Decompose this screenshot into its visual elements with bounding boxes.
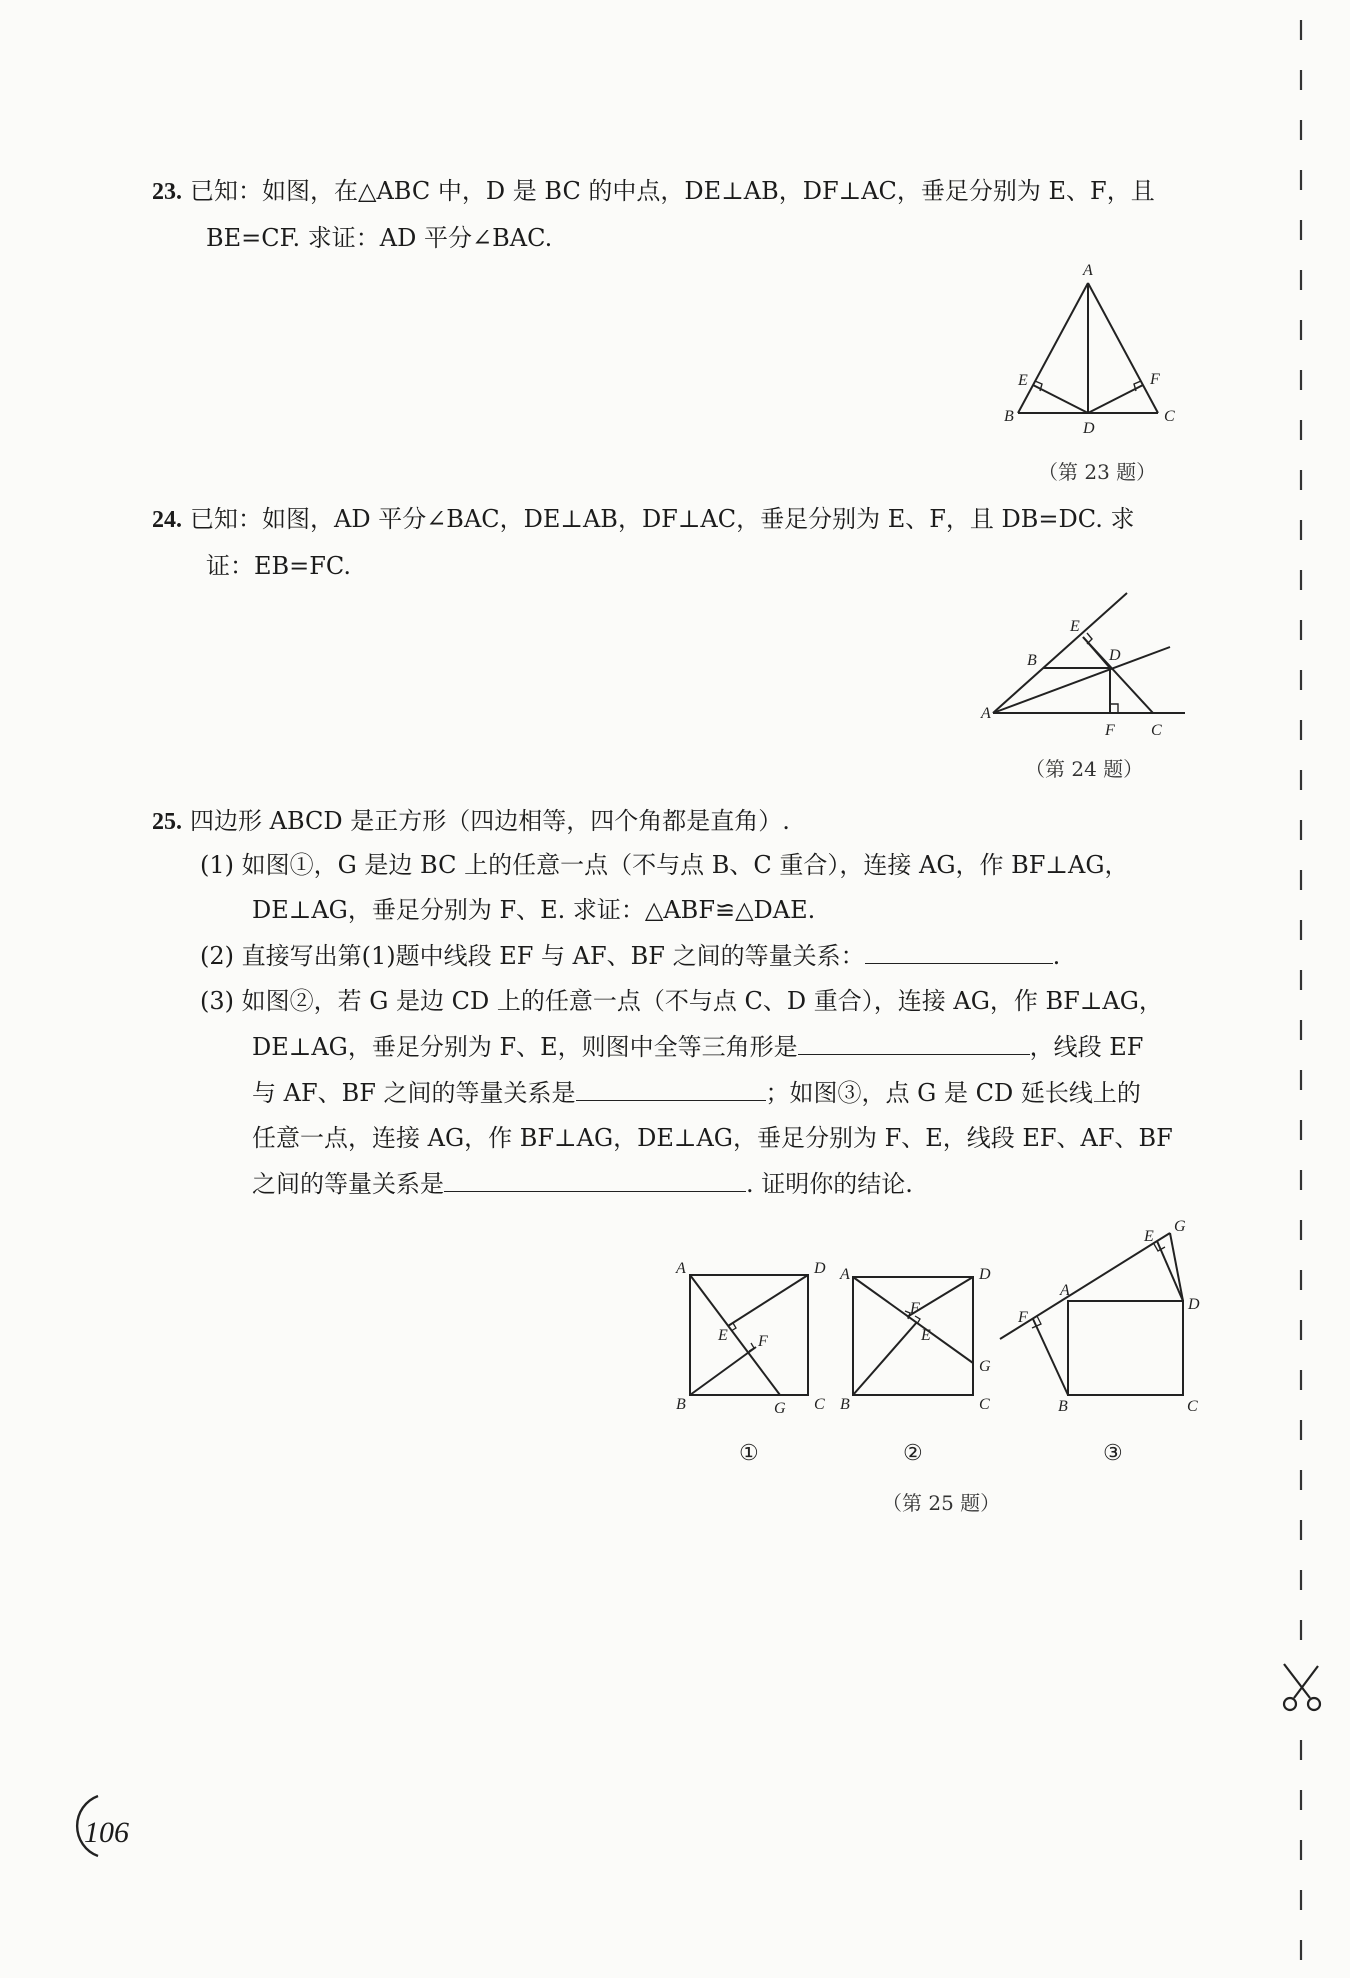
label-g-fig3: G (1174, 1218, 1186, 1235)
part-3-text: ；如图③，点 G 是 CD 延长线上的 (765, 1079, 1141, 1107)
label-f-fig3: F (1018, 1309, 1028, 1326)
segment-bf-fig2 (853, 1322, 917, 1395)
page-number: 106 (84, 1816, 129, 1849)
part-3-text: ，线段 EF (1029, 1033, 1144, 1061)
segment-de (1083, 637, 1110, 668)
ray-ab (993, 593, 1127, 713)
caption-23: （第 23 题） (1038, 460, 1157, 484)
part-3-text: 之间的等量关系是 (252, 1170, 444, 1198)
segment-de-fig1 (728, 1275, 808, 1326)
segment-dg-fig3 (1170, 1233, 1183, 1301)
answer-blank-relation-fig2[interactable] (576, 1070, 766, 1101)
segment-ab (1018, 283, 1088, 413)
label-e-fig2: E (921, 1327, 931, 1344)
part-1-line-1: (1) 如图①，G 是边 BC 上的任意一点（不与点 B、C 重合），连接 AG，作 BF⊥AG， (200, 851, 1129, 879)
label-c: C (1151, 722, 1162, 739)
label-a-fig3: A (1060, 1282, 1070, 1299)
label-a-fig1: A (676, 1260, 686, 1277)
segment-bf-fig1 (690, 1347, 756, 1395)
right-angle-mark (1087, 633, 1092, 644)
label-b: B (1027, 652, 1037, 669)
answer-blank-part2[interactable] (865, 933, 1053, 964)
part-3-line-3 (200, 1070, 1230, 1116)
problem-intro: 四边形 ABCD 是正方形（四边相等，四个角都是直角）. (190, 807, 790, 835)
label-b-fig3: B (1058, 1398, 1068, 1415)
figure-mark-3: ③ (1103, 1440, 1123, 1465)
problem-number: 23. (152, 179, 182, 205)
label-a: A (1083, 262, 1093, 279)
caption-24: （第 24 题） (1025, 757, 1144, 781)
right-angle-mark (1110, 704, 1118, 713)
label-a: A (981, 705, 991, 722)
answer-blank-congruent-triangles[interactable] (798, 1024, 1030, 1055)
label-e-fig1: E (718, 1327, 728, 1344)
label-b-fig2: B (840, 1396, 850, 1413)
problem-text-line: BE=CF. 求证：AD 平分∠BAC. (206, 224, 553, 252)
square-fig2 (853, 1277, 973, 1395)
label-d-fig3: D (1188, 1296, 1200, 1313)
label-c-fig3: C (1187, 1398, 1198, 1415)
label-c-fig1: C (814, 1396, 825, 1413)
label-f-fig1: F (758, 1333, 768, 1350)
part-3-line-5 (200, 1161, 1230, 1207)
label-d-fig2: D (979, 1266, 991, 1283)
label-a-fig2: A (840, 1266, 850, 1283)
label-g-fig2: G (979, 1358, 991, 1375)
figure-23 (995, 255, 1195, 435)
answer-blank-relation-fig3[interactable] (444, 1161, 746, 1192)
square-fig3 (1068, 1301, 1183, 1395)
problem-number: 24. (152, 507, 182, 533)
figure-25 (670, 1215, 1230, 1475)
label-g-fig1: G (774, 1400, 786, 1417)
segment-ac (1088, 283, 1158, 413)
problem-25-parts (200, 843, 1230, 1207)
label-f: F (1105, 722, 1115, 739)
part-3-text: . 证明你的结论. (746, 1170, 913, 1198)
label-e: E (1070, 618, 1080, 635)
label-d: D (1109, 647, 1121, 664)
figure-24 (975, 585, 1190, 745)
label-d-fig1: D (814, 1260, 826, 1277)
part-3-line-4: 任意一点，连接 AG，作 BF⊥AG，DE⊥AG，垂足分别为 F、E，线段 EF、AF、BF (252, 1124, 1173, 1152)
figure-mark-2: ② (903, 1440, 923, 1465)
problem-text-line: 证：EB=FC. (206, 552, 352, 580)
label-d: D (1083, 420, 1095, 435)
part-3-text: 与 AF、BF 之间的等量关系是 (252, 1079, 576, 1107)
segment-ag-fig2 (853, 1277, 973, 1363)
label-b-fig1: B (676, 1396, 686, 1413)
part-2-text: (2) 直接写出第(1)题中线段 EF 与 AF、BF 之间的等量关系： (200, 942, 865, 970)
scissors-icon (1276, 1660, 1326, 1720)
square-fig1 (690, 1275, 808, 1395)
segment-de (1033, 385, 1088, 413)
problem-23 (152, 168, 1222, 261)
label-e-fig3: E (1144, 1228, 1154, 1245)
label-c: C (1164, 408, 1175, 425)
label-e: E (1018, 372, 1028, 389)
problem-number: 25. (152, 809, 182, 835)
part-3-line-1: (3) 如图②，若 G 是边 CD 上的任意一点（不与点 C、D 重合），连接 AG，作 BF⊥AG， (200, 987, 1163, 1015)
problem-text-line: 已知：如图，AD 平分∠BAC，DE⊥AB，DF⊥AC，垂足分别为 E、F，且 DB=DC. 求 (190, 505, 1135, 533)
segment-bf-fig3 (1033, 1319, 1068, 1395)
part-3-text: DE⊥AG，垂足分别为 F、E，则图中全等三角形是 (252, 1033, 798, 1061)
label-f: F (1150, 371, 1160, 388)
problem-24 (152, 496, 1222, 589)
caption-25: （第 25 题） (882, 1491, 1001, 1515)
segment-df (1088, 385, 1143, 413)
problem-text-line: 已知：如图，在△ABC 中，D 是 BC 的中点，DE⊥AB，DF⊥AC，垂足分别为 E、F，且 (190, 177, 1155, 205)
label-b: B (1004, 408, 1014, 425)
part-1-line-2: DE⊥AG，垂足分别为 F、E. 求证：△ABF≌△DAE. (252, 896, 816, 924)
part-2-line (200, 933, 1230, 979)
label-c-fig2: C (979, 1396, 990, 1413)
label-f-fig2: F (910, 1300, 920, 1317)
figure-mark-1: ① (739, 1440, 759, 1465)
problem-25 (152, 798, 1222, 845)
part-2-end: . (1052, 942, 1061, 970)
part-3-line-2 (200, 1024, 1230, 1070)
